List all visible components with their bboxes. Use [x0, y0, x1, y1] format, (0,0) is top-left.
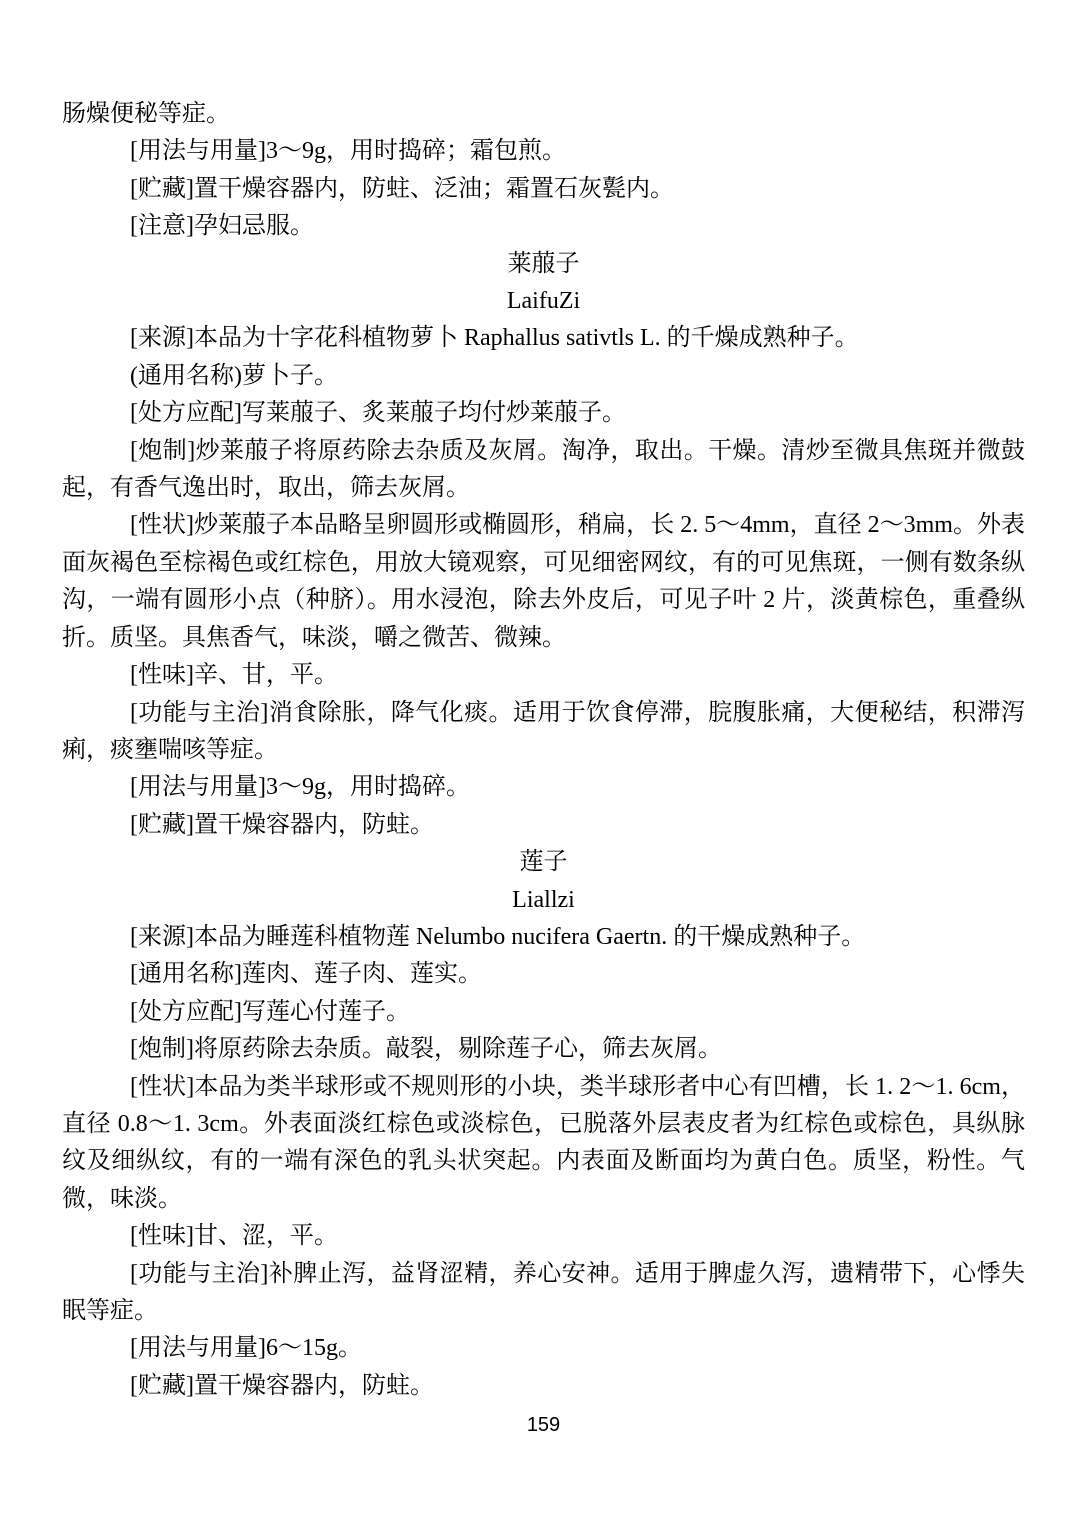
para-storage-laifuzi: [贮藏]置干燥容器内，防蛀。 — [130, 811, 434, 838]
section-heading-lianzi: 莲子 — [519, 849, 568, 876]
para-processing-laifuzi: [炮制]炒莱菔子将原药除去杂质及灰屑。淘净，取出。干燥。清炒至微具焦斑并微鼓起，有香气逸出时，取出，筛去灰屑。 — [62, 437, 1025, 502]
para-description-lianzi: [性状]本品为类半球形或不规则形的小块，类半球形者中心有凹槽，长 1. 2～1. 6cm，直径 0.8～1. 3cm。外表面淡红棕色或淡棕色，已脱落外层表皮者为红棕色或棕色，具纵脉纹及细纵纹，有的一端有深色的乳头状突起。内表面及断面均为黄白色。质坚，粉性。气微，味淡。 — [62, 1073, 1025, 1212]
para-common-name-lianzi: [通用名称]莲肉、莲子肉、莲实。 — [130, 961, 482, 988]
para-description-laifuzi: [性状]炒莱菔子本品略呈卵圆形或椭圆形，稍扁，长 2. 5～4mm，直径 2～3mm。外表面灰褐色至棕褐色或红棕色，用放大镜观察，可见细密网纹，有的可见焦斑，一侧有数条纵沟，一端有圆形小点（种脐）。用水浸泡，除去外皮后，可见子叶 2 片，淡黄棕色，重叠纵折。质坚。具焦香气，味淡，嚼之微苦、微辣。 — [62, 512, 1025, 651]
para-property-taste-laifuzi: [性味]辛、甘，平。 — [130, 662, 338, 689]
para-source-laifuzi: [来源]本品为十字花科植物萝卜 Raphallus sativtls L. 的千燥成熟种子。 — [130, 325, 859, 352]
para-storage-lianzi: [贮藏]置干燥容器内，防蛀。 — [130, 1372, 434, 1399]
para-function-indication-laifuzi: [功能与主治]消食除胀，降气化痰。适用于饮食停滞，脘腹胀痛，大便秘结，积滞泻痢，痰壅喘咳等症。 — [62, 699, 1025, 763]
document-content — [62, 96, 1025, 1405]
para-processing-lianzi: [炮制]将原药除去杂质。敲裂，剔除莲子心，筛去灰屑。 — [130, 1036, 722, 1063]
para-usage-dosage-laifuzi: [用法与用量]3～9g，用时捣碎。 — [130, 774, 470, 801]
para-usage-dosage-1: [用法与用量]3～9g，用时捣碎；霜包煎。 — [130, 138, 566, 165]
para-storage-1: [贮藏]置干燥容器内，防蛀、泛油；霜置石灰甏内。 — [130, 175, 674, 202]
para-property-taste-lianzi: [性味]甘、涩，平。 — [130, 1223, 338, 1250]
para-prescription-lianzi: [处方应配]写莲心付莲子。 — [130, 998, 410, 1025]
para-source-lianzi: [来源]本品为睡莲科植物莲 Nelumbo nucifera Gaertn. 的干燥成熟种子。 — [130, 923, 866, 950]
para-prescription-laifuzi: [处方应配]写莱菔子、炙莱菔子均付炒莱菔子。 — [130, 400, 626, 427]
section-pinyin-lianzi: Liallzi — [512, 886, 575, 913]
section-heading-laifuzi: 莱菔子 — [507, 250, 580, 277]
para-function-indication-lianzi: [功能与主治]补脾止泻，益肾涩精，养心安神。适用于脾虚久泻，遗精带下，心悸失眠等症。 — [62, 1260, 1025, 1324]
paragraph-continuation: 肠燥便秘等症。 — [62, 101, 230, 127]
para-usage-dosage-lianzi: [用法与用量]6～15g。 — [130, 1335, 362, 1362]
para-caution: [注意]孕妇忌服。 — [130, 213, 314, 240]
page-number: 159 — [526, 1414, 561, 1436]
para-common-name-laifuzi: (通用名称)萝卜子。 — [130, 362, 338, 389]
section-pinyin-laifuzi: LaifuZi — [506, 288, 581, 315]
